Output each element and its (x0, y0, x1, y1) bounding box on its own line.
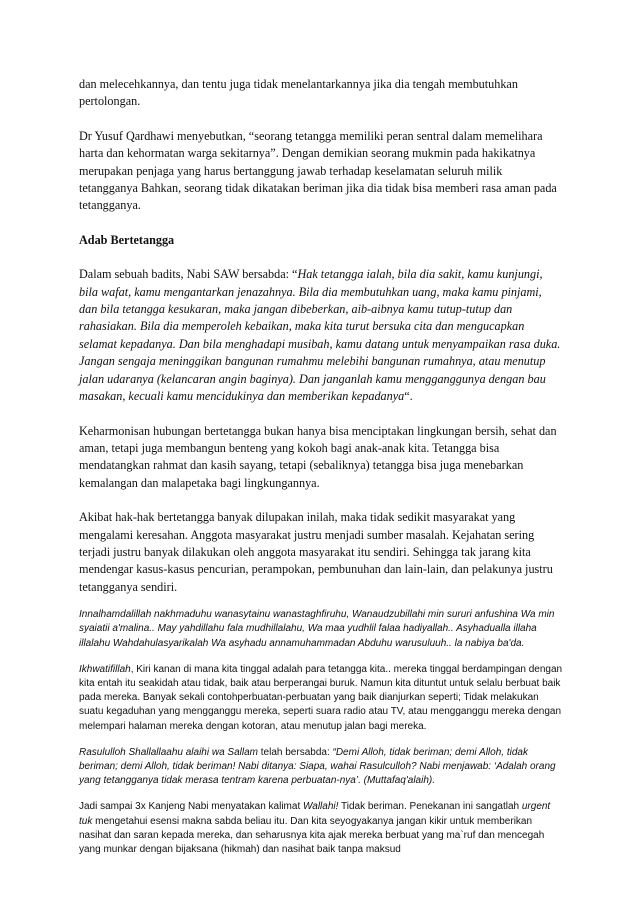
section-heading: Adab Bertetangga (79, 232, 175, 247)
paragraph-consequence: Akibat hak-hak bertetangga banyak dilupakan inilah, maka tidak sedikit masyarakat yang mengalami keresahan. Anggota masyarakat justru menjadi sumber masalah. Kejahatan sering terjadi justru banyak dilakukan oleh anggota masyarakat itu sendiri. Sehingga tak jarang kita mendengar kasus-kasus pencurian, perampokan, pembunuhan dan lain-lain, dan pelakunya justru tetangganya sendiri. (79, 510, 553, 594)
rasululloh-said: telah bersabda: (258, 746, 333, 758)
paragraph-harmony: Keharmonisan hubungan bertetangga bukan hanya bisa menciptakan lingkungan bersih, sehat dan aman, tetapi juga membangun benteng yang kokoh bagi anak-anak kita. Tetangga bisa mendatangkan rahmat dan kasih sayang, tetapi (sebaliknya) tetangga bisa juga menebarkan kemalangan dan malapetaka bagi lingkungannya. (79, 423, 557, 490)
wallahi-text-e: mengetahui esensi makna sabda beliau itu. Dan kita seyogyakanya jangan kikir untuk memberikan nasihat dan saran kepada mereka, dan seharusnya kita ajak mereka berbuat yang ma`ruf dan mencegah yang munkar dengan bijaksana (hikmah) dan nasihat baik tanpa maksud (79, 815, 545, 855)
arabic-opening-text: Innalhamdalillah nakhmaduhu wanasytainu wanastaghfiruhu, Wanaudzubillahi min sururi anfushina Wa min syaiatii a'malina.. May yahdillahu fala mudhillalahu, Wa maa yudhlil falaa hadiyallah.. Asyhadualla illaha illalahu Wahdahulasyarikalah Wa asyhadu annamuhammadan Abduhu warusuluuh.. la nabiya ba'da. (79, 609, 555, 649)
ikhwatifillah-text: , Kiri kanan di mana kita tinggal adalah para tetangga kita.. mereka tinggal berdampingan dengan kita entah itu seakidah atau tidak, baik atau berperangai buruk. Namun kita dituntut untuk selalu berbuat baik pada mereka. Banyak sekali contohperbuatan-perbuatan yang baik dianjurkan seperti; Tidak melakukan suatu kegaduhan yang mengganggu mereka, seperti suara radio atau TV, atau mengganggu mereka dengan melempari halaman mereka dengan kotoran, atau menutup jalan bagi mereka. (79, 663, 563, 732)
hadith-end: “. (404, 389, 413, 404)
wallahi-text-a: Jadi sampai 3x Kanjeng Nabi menyatakan kalimat (79, 801, 304, 813)
paragraph-rasululloh (79, 746, 563, 789)
hadith-quote: Hak tetangga ialah, bila dia sakit, kamu kunjungi, bila wafat, kamu mengantarkan jenazahnya. Bila dia membutuhkan uang, maka kamu pinjami, dan bila tetangga kesukaran, maka jangan dibeberkan, aib-aibnya kamu tutup-tutup dan rahasiakan. Bila dia memperoleh kebaikan, maka kita turut bersuka cita dan mengucapkan selamat kepadanya. Dan bila menghadapi musibah, kamu datang untuk menyampaikan rasa duka. Jangan sengaja meninggikan bangunan rumahmu melebihi bangunan rumahnya, atau menutup jalan udaranya (kelancaran angin baginya). Dan janganlah kamu mengganggunya dengan bau masakan, kecuali kamu mencidukinya dan memberikan kepadanya (79, 267, 561, 404)
document-body (79, 76, 563, 857)
ikhwatifillah-term: Ikhwatifillah (79, 663, 131, 675)
paragraph-hadith (79, 266, 563, 405)
rasululloh-name: Rasululloh Shallallaahu alaihi wa Sallam (79, 746, 258, 758)
arabic-opening (79, 608, 563, 651)
paragraph-1: dan melecehkannya, dan tentu juga tidak menelantarkannya jika dia tengah membutuhkan pertolongan. (79, 77, 518, 109)
hadith-intro: Dalam sebuah badits, Nabi SAW bersabda: “ (79, 267, 298, 282)
wallahi-term: Wallahi! (303, 801, 339, 813)
urgent-term: urgent tuk (79, 801, 551, 827)
paragraph-wallahi (79, 800, 563, 857)
paragraph-qardhawi: Dr Yusuf Qardhawi menyebutkan, “seorang tetangga memiliki peran sentral dalam memelihara harta dan kehormatan warga sekitarnya”. Dengan demikian seorang mukmin pada hakikatnya merupakan penjaga yang harus bertanggung jawab terhadap keselamatan seluruh milik tetangganya Bahkan, seorang tidak dikatakan beriman jika dia tidak bisa memberi rasa aman pada tetangganya. (79, 128, 557, 213)
rasululloh-quote: “Demi Alloh, tidak beriman; demi Alloh, tidak beriman; demi Alloh, tidak beriman! Nabi ditanya: Siapa, wahai Rasulculloh? Nabi menjawab: ‘Adalah orang yang tetangganya tidak merasa tentram karena perbuatan-nya’. (Muttafaq'alaih). (79, 746, 556, 787)
wallahi-text-c: Tidak beriman. Penekanan ini sangatlah (338, 801, 522, 813)
paragraph-ikhwatifillah (79, 663, 563, 734)
